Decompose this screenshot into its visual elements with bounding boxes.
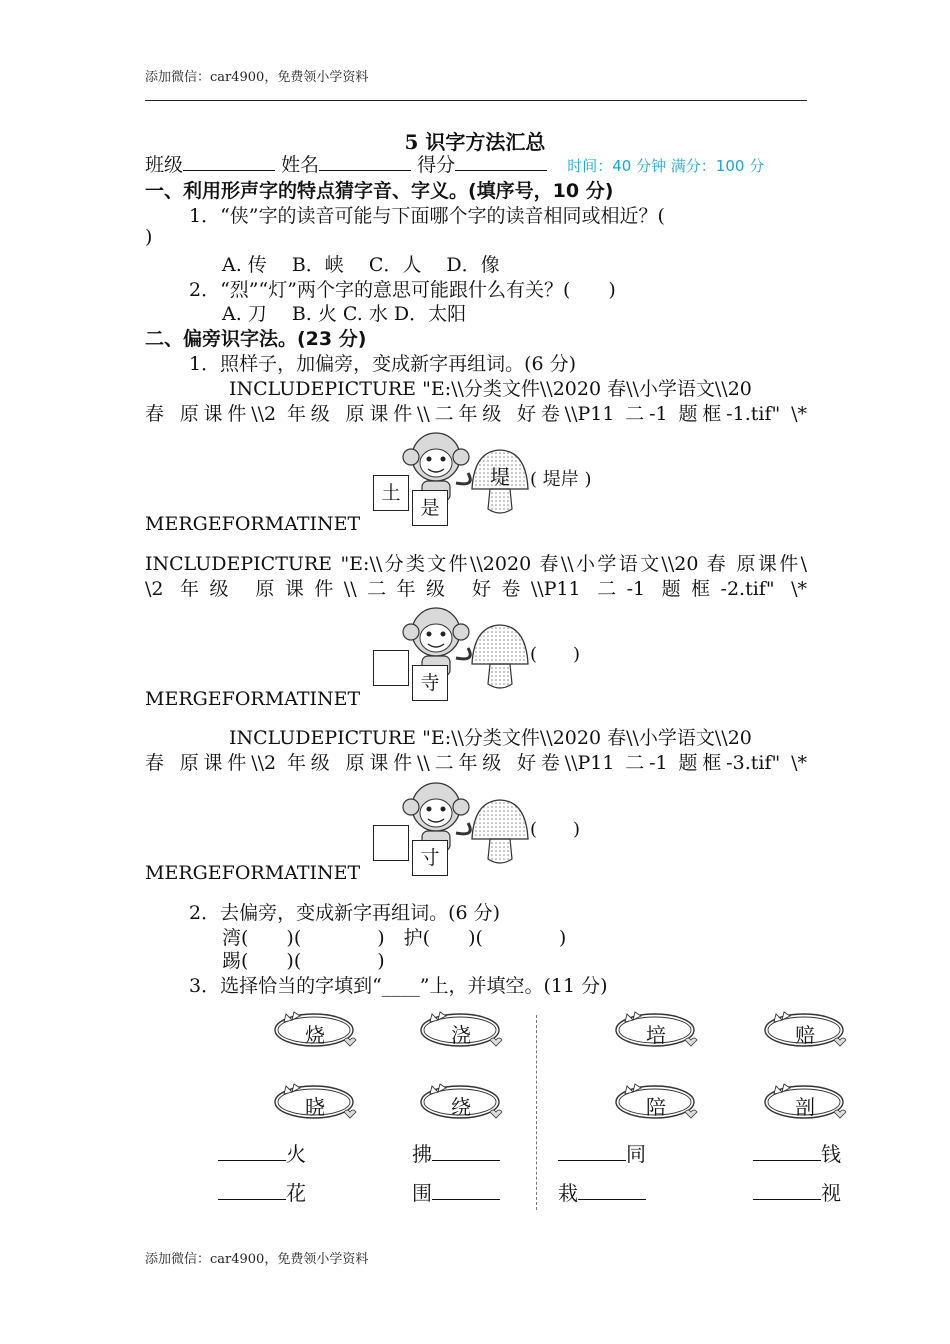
- class-field[interactable]: [183, 170, 275, 171]
- s1-q2-options: A. 刀 B. 火 C. 水 D．太阳: [222, 303, 467, 325]
- left-char-box[interactable]: 土: [373, 475, 409, 511]
- fill-suffix: 同: [626, 1142, 646, 1166]
- answer-field[interactable]: ( 堤岸 ): [530, 469, 592, 490]
- answer-field[interactable]: ( ): [530, 644, 581, 665]
- fill-blank[interactable]: [558, 1159, 626, 1161]
- info-row: [145, 150, 764, 177]
- page-title: 5 识字方法汇总: [404, 130, 546, 154]
- s2-q3: 3．选择恰当的字填到“____”上，并填空。(11 分): [189, 975, 608, 997]
- char-option-right-3[interactable]: [762, 1082, 848, 1122]
- mushroom-char: 堤: [490, 465, 510, 489]
- header-note: 添加微信：car4900，免费领小学资料: [145, 70, 369, 85]
- section2-heading: 二、偏旁识字法。(23 分): [145, 328, 367, 350]
- fill-suffix: 花: [286, 1181, 306, 1205]
- fill-blank[interactable]: [218, 1159, 286, 1161]
- s2-q2-line1: 湾( )( ) 护( )( ): [222, 927, 567, 949]
- fill-blank-item: [558, 1177, 646, 1206]
- oval-char: 陪: [646, 1095, 666, 1119]
- mushroom-icon: [470, 797, 530, 872]
- char-option-left-0[interactable]: [272, 1010, 358, 1050]
- oval-char: 晓: [305, 1095, 325, 1119]
- fill-blank-item: [412, 1138, 500, 1167]
- mushroom-icon: [470, 622, 530, 697]
- fill-blank[interactable]: [578, 1198, 646, 1200]
- fill-blank[interactable]: [218, 1198, 286, 1200]
- fill-blank-item: [558, 1138, 646, 1167]
- char-option-right-2[interactable]: [613, 1082, 699, 1122]
- bottom-char-box: 寸: [412, 840, 448, 876]
- fill-blank-item: [753, 1177, 841, 1206]
- score-label: 得分: [417, 154, 456, 176]
- fill-blank-item: [412, 1177, 500, 1206]
- fill-blank[interactable]: [432, 1159, 500, 1161]
- char-option-left-1[interactable]: [418, 1010, 504, 1050]
- time-note: 时间：40 分钟 满分：100 分: [567, 157, 765, 175]
- fill-prefix: 栽: [558, 1181, 578, 1205]
- oval-char: 赔: [795, 1023, 815, 1047]
- merge-field-2: MERGEFORMATINET: [145, 688, 361, 710]
- fill-prefix: 围: [412, 1181, 432, 1205]
- fill-suffix: 钱: [821, 1142, 841, 1166]
- fill-blank[interactable]: [432, 1198, 500, 1200]
- fill-blank-item: [753, 1138, 841, 1167]
- merge-field-3: MERGEFORMATINET: [145, 862, 361, 884]
- s2-q2-line2: 踢( )( ): [222, 950, 385, 972]
- left-char-box[interactable]: [373, 825, 409, 861]
- s2-q2: 2．去偏旁，变成新字再组词。(6 分): [189, 902, 501, 924]
- merge-field-1: MERGEFORMATINET: [145, 513, 361, 535]
- include-field-1a: INCLUDEPICTURE "E:\\分类文件\\2020 春\\小学语文\\20: [229, 378, 752, 400]
- fill-suffix: 视: [821, 1181, 841, 1205]
- char-option-left-3[interactable]: [418, 1082, 504, 1122]
- fill-suffix: 火: [286, 1142, 306, 1166]
- oval-char: 培: [646, 1023, 666, 1047]
- class-label: 班级: [145, 154, 184, 176]
- fill-blank[interactable]: [753, 1198, 821, 1200]
- footer-note: 添加微信：car4900，免费领小学资料: [145, 1252, 369, 1267]
- char-option-right-0[interactable]: [613, 1010, 699, 1050]
- section1-heading: 一、利用形声字的特点猜字音、字义。(填序号，10 分): [145, 180, 614, 202]
- s1-q1-cont: ): [145, 226, 153, 248]
- s1-q1-options: A. 传 B．峡 C．人 D．像: [222, 254, 500, 276]
- include-field-1b: 春 原课件\\2 年级 原课件\\二年级 好卷\\P11 二-1 题框-1.tif" \*: [145, 403, 807, 425]
- oval-char: 烧: [305, 1023, 325, 1047]
- answer-field[interactable]: ( ): [530, 819, 581, 840]
- bottom-char-box: 是: [412, 490, 448, 526]
- fill-blank[interactable]: [753, 1159, 821, 1161]
- score-field[interactable]: [455, 170, 547, 171]
- include-field-2b: \2 年级 原课件\\二年级 好卷\\P11 二-1 题框-2.tif" \*: [145, 578, 807, 600]
- fill-prefix: 拂: [412, 1142, 432, 1166]
- s1-q2: 2．“烈”“灯”两个字的意思可能跟什么有关？( ): [189, 279, 616, 301]
- fill-blank-item: [218, 1138, 306, 1167]
- fill-blank-item: [218, 1177, 306, 1206]
- oval-char: 绕: [451, 1095, 471, 1119]
- s1-q1: 1．“侠”字的读音可能与下面哪个字的读音相同或相近？(: [189, 205, 665, 227]
- char-option-right-1[interactable]: [762, 1010, 848, 1050]
- include-field-2a: INCLUDEPICTURE "E:\\分类文件\\2020 春\\小学语文\\20 春 原课件\: [145, 553, 807, 575]
- oval-char: 剖: [795, 1095, 815, 1119]
- oval-char: 浇: [451, 1023, 471, 1047]
- left-char-box[interactable]: [373, 650, 409, 686]
- name-field[interactable]: [319, 170, 411, 171]
- name-label: 姓名: [281, 154, 320, 176]
- include-field-3a: INCLUDEPICTURE "E:\\分类文件\\2020 春\\小学语文\\20: [229, 727, 752, 749]
- s2-q1: 1．照样子，加偏旁，变成新字再组词。(6 分): [189, 353, 577, 375]
- bottom-char-box: 寺: [412, 665, 448, 701]
- header-rule: [145, 100, 807, 101]
- char-option-left-2[interactable]: [272, 1082, 358, 1122]
- column-divider: [536, 1015, 537, 1210]
- include-field-3b: 春 原课件\\2 年级 原课件\\二年级 好卷\\P11 二-1 题框-3.tif" \*: [145, 752, 807, 774]
